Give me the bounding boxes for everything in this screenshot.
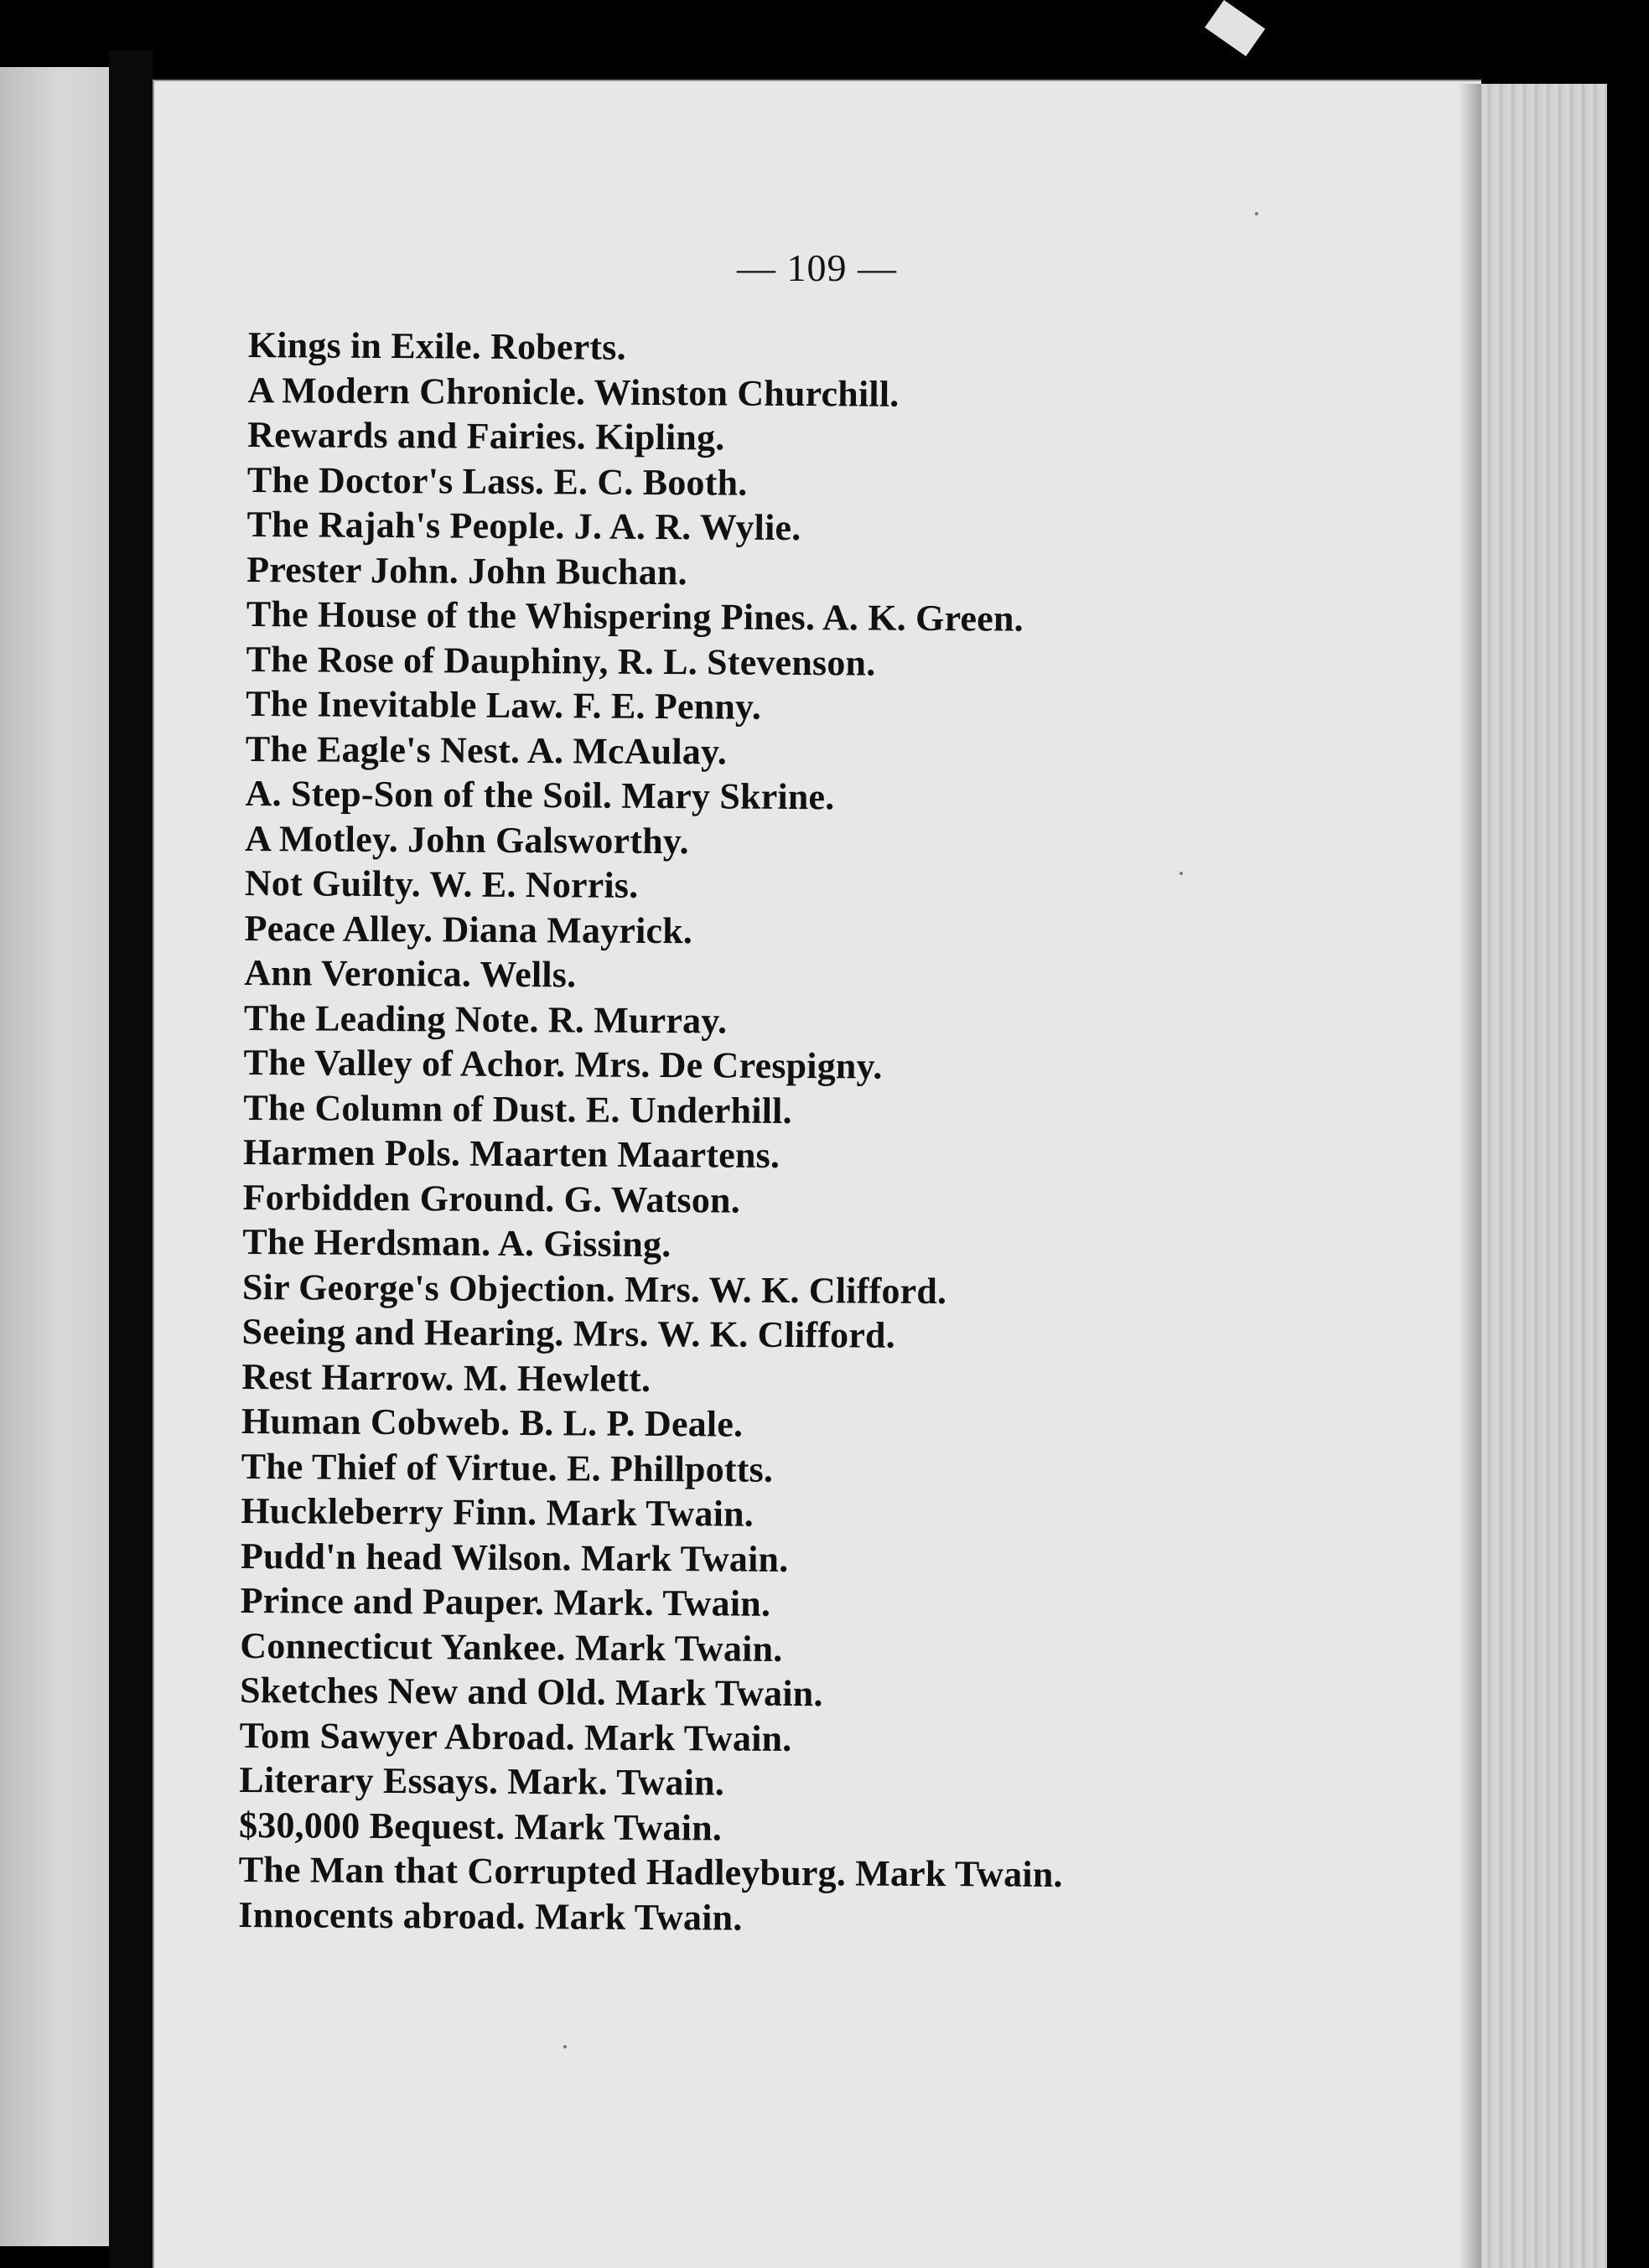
list-item: Forbidden Ground. G. Watson. xyxy=(242,1176,741,1221)
list-item: Rest Harrow. M. Hewlett. xyxy=(241,1355,651,1400)
list-item: $30,000 Bequest. Mark Twain. xyxy=(238,1804,723,1848)
paper-speck xyxy=(1255,212,1258,215)
list-item: The Column of Dust. E. Underhill. xyxy=(243,1086,792,1131)
list-item: The Eagle's Nest. A. McAulay. xyxy=(245,728,728,772)
list-item: Prince and Pauper. Mark. Twain. xyxy=(240,1579,771,1624)
list-item: Pudd'n head Wilson. Mark Twain. xyxy=(240,1535,789,1580)
list-item: Tom Sawyer Abroad. Mark Twain. xyxy=(239,1714,792,1759)
paper-speck xyxy=(1180,872,1183,875)
list-item: Ann Veronica. Wells. xyxy=(244,951,577,996)
list-item: The Valley of Achor. Mrs. De Crespigny. xyxy=(243,1041,883,1087)
list-item: Innocents abroad. Mark Twain. xyxy=(238,1893,743,1939)
list-item: The Doctor's Lass. E. C. Booth. xyxy=(246,458,748,504)
list-item: Sir George's Objection. Mrs. W. K. Clifford. xyxy=(241,1266,947,1312)
list-item: Prester John. John Buchan. xyxy=(246,548,687,593)
list-item: Not Guilty. W. E. Norris. xyxy=(244,862,639,906)
list-item: Peace Alley. Diana Mayrick. xyxy=(244,907,693,951)
list-item: The Herdsman. A. Gissing. xyxy=(242,1220,672,1266)
page-edge-shadow xyxy=(1459,84,1484,2268)
page-number: — 109 — xyxy=(737,246,897,289)
list-item: The House of the Whispering Pines. A. K. Green. xyxy=(246,593,1024,639)
list-item: Huckleberry Finn. Mark Twain. xyxy=(241,1489,754,1535)
list-item: Kings in Exile. Roberts. xyxy=(247,324,626,368)
list-item: The Leading Note. R. Murray. xyxy=(243,997,728,1042)
facing-page-edge xyxy=(0,67,109,2246)
list-item: Harmen Pols. Maarten Maartens. xyxy=(242,1131,780,1176)
page-corner-fold xyxy=(1205,0,1265,56)
book-list xyxy=(238,323,1072,1942)
list-item: Human Cobweb. B. L. P. Deale. xyxy=(241,1400,744,1445)
stacked-page-edges xyxy=(1481,84,1607,2268)
list-item: Literary Essays. Mark. Twain. xyxy=(239,1758,725,1804)
list-item: Rewards and Fairies. Kipling. xyxy=(247,413,725,458)
list-item: The Rajah's People. J. A. R. Wylie. xyxy=(246,503,801,549)
book-page xyxy=(153,80,1481,2268)
scan-border xyxy=(1607,0,1649,2268)
list-item: The Inevitable Law. F. E. Penny. xyxy=(246,682,762,728)
book-gutter xyxy=(109,50,153,2268)
list-item: Connecticut Yankee. Mark Twain. xyxy=(240,1624,783,1670)
paper-speck xyxy=(563,2045,567,2048)
list-item: The Man that Corrupted Hadleyburg. Mark Twain. xyxy=(238,1848,1063,1895)
list-item: A. Step-Son of the Soil. Mary Skrine. xyxy=(245,772,835,818)
list-item: Seeing and Hearing. Mrs. W. K. Clifford. xyxy=(241,1310,896,1356)
list-item: Sketches New and Old. Mark Twain. xyxy=(239,1669,823,1715)
list-item: A Motley. John Galsworthy. xyxy=(245,817,689,862)
list-item: The Rose of Dauphiny, R. L. Stevenson. xyxy=(246,638,876,684)
list-item: The Thief of Virtue. E. Phillpotts. xyxy=(241,1445,774,1490)
list-item: A Modern Chronicle. Winston Churchill. xyxy=(247,369,900,415)
